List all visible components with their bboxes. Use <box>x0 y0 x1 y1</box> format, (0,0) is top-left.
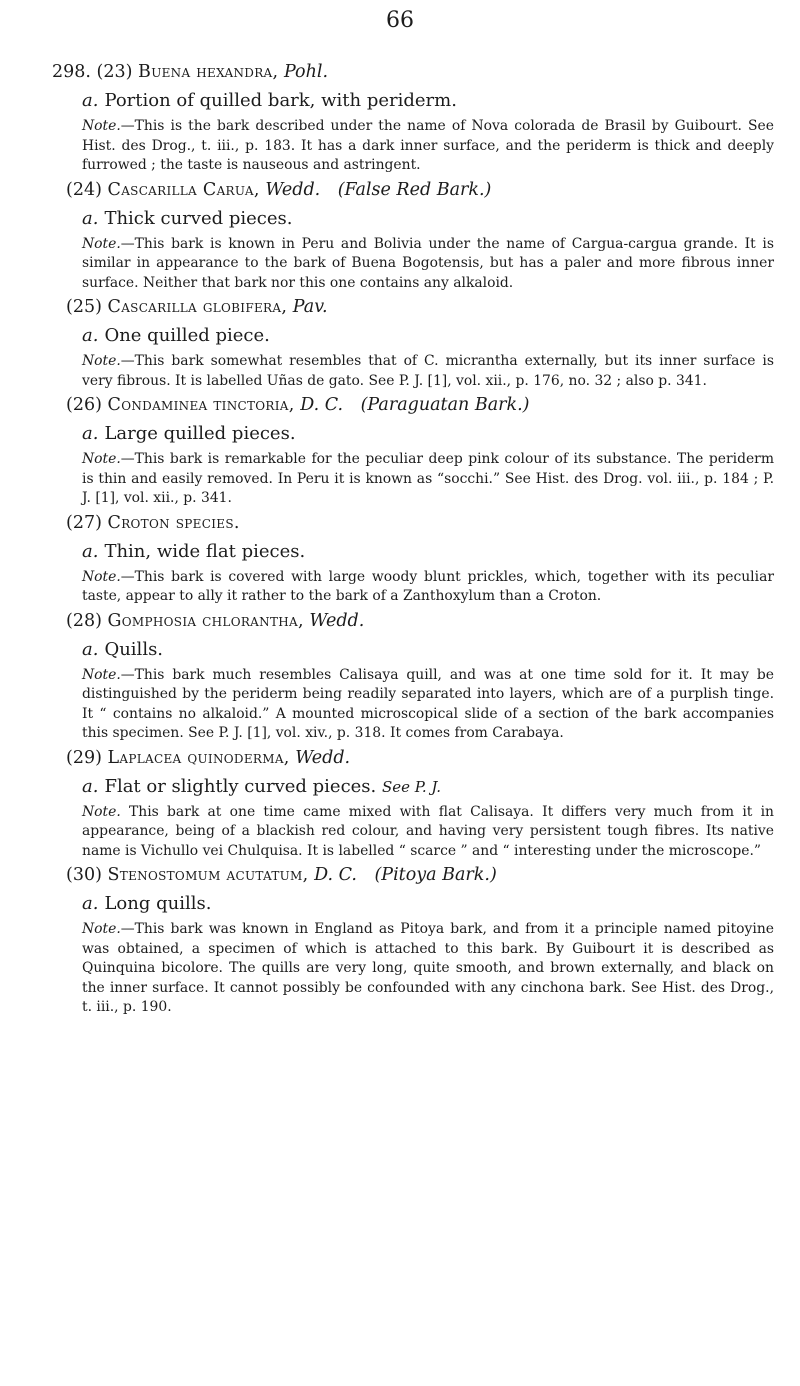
species-authority: Pohl. <box>283 62 329 82</box>
entry-heading <box>66 747 774 769</box>
species-name: Laplacea quinoderma, <box>107 747 290 768</box>
entry-heading <box>66 610 774 632</box>
entry-number: 298. (23) <box>52 62 133 82</box>
species-authority: Wedd. <box>295 747 351 768</box>
catalogue-entry <box>52 394 774 509</box>
entry-number: (25) <box>66 297 102 317</box>
species-authority: Pav. <box>292 297 328 317</box>
item-description: Quills. <box>104 638 164 660</box>
specimen-item <box>82 324 774 348</box>
note-label: Note. <box>82 921 121 937</box>
catalogue-entries <box>52 58 774 1018</box>
species-name: Croton species. <box>107 512 240 533</box>
specimen-item <box>82 89 774 113</box>
item-letter: a. <box>82 207 99 229</box>
specimen-item <box>82 638 774 662</box>
entry-heading <box>66 296 774 318</box>
item-description: Thin, wide flat pieces. <box>104 540 306 562</box>
specimen-item <box>82 540 774 564</box>
entry-number: (30) <box>66 865 102 885</box>
note-text: —This is the bark described under the name of Nova colorada de Brasil by Guibourt. See Hist. des Drog., t. iii., p. 183. It has a dark inner surface, and the periderm is thick and deeply furrowed ; the taste is nauseous and astringent. <box>82 118 774 173</box>
note-text: —This bark much resembles Calisaya quill, and was at one time sold for it. It may be distinguished by the periderm being readily separated into layers, which are of a purplish tinge. It “ contains no alkaloid.” A mounted microscopical slide of a section of the bark accompanies this specimen. See P. J. [1], vol. xiv., p. 318. It comes from Carabaya. <box>82 666 774 741</box>
note-label: Note. <box>82 568 121 585</box>
specimen-item <box>82 775 774 799</box>
item-description: Long quills. <box>104 893 212 914</box>
entry-heading <box>66 179 774 201</box>
species-name: Buena hexandra, <box>138 62 279 82</box>
entry-heading <box>66 394 774 416</box>
note-label: Note. <box>82 235 121 252</box>
catalogue-entry <box>52 61 774 176</box>
specimen-note <box>82 450 774 509</box>
species-authority: Wedd. <box>309 610 365 631</box>
species-authority: D. C. <box>314 865 357 885</box>
item-description: One quilled piece. <box>104 325 270 346</box>
catalogue-entry <box>52 747 774 862</box>
item-letter: a. <box>82 540 99 562</box>
species-name: Stenostomum acutatum, <box>107 865 309 885</box>
species-name: Gomphosia chlorantha, <box>107 610 304 631</box>
specimen-note <box>82 352 774 391</box>
entry-heading <box>66 864 774 886</box>
item-description: Thick curved pieces. <box>104 207 293 229</box>
specimen-item <box>82 422 774 446</box>
note-label: Note. <box>82 353 121 369</box>
note-label: Note. <box>82 803 121 820</box>
catalogue-entry <box>52 296 774 391</box>
page-number: 66 <box>386 8 414 33</box>
entry-heading <box>66 512 774 534</box>
entry-number: (27) <box>66 512 102 533</box>
specimen-note <box>82 803 774 862</box>
note-text: —This bark was known in England as Pitoya bark, and from it a principle named pitoyine was obtained, a specimen of which is attached to this bark. By Guibourt it is described as Quinquina bicolore. The quills are very long, quite smooth, and brown externally, and black on the inner surface. It cannot possibly be confounded with any cinchona bark. See Hist. des Drog., t. iii., p. 190. <box>82 921 774 1015</box>
note-text: This bark at one time came mixed with flat Calisaya. It differs very much from it in appearance, being of a blackish red colour, and having very persistent tough fibres. Its native name is Vichullo vei Chulquisa. It is labelled “ scarce ” and “ interesting under the microscope.” <box>82 803 774 859</box>
entry-number: (28) <box>66 610 102 631</box>
species-name: Condaminea tinctoria, <box>107 395 295 415</box>
species-authority: D. C. <box>300 395 344 415</box>
item-letter: a. <box>82 893 99 914</box>
note-text: —This bark is covered with large woody blunt prickles, which, together with its peculiar taste, appear to ally it rather to the bark of a Zanthoxylum than a Croton. <box>82 568 774 604</box>
catalogue-entry <box>52 610 774 744</box>
specimen-item <box>82 892 774 916</box>
catalogue-entry <box>52 512 774 607</box>
note-label: Note. <box>82 118 121 134</box>
note-label: Note. <box>82 666 121 683</box>
note-label: Note. <box>82 451 121 467</box>
item-reference: See P. J. <box>382 777 442 796</box>
specimen-note <box>82 235 774 294</box>
entry-heading <box>52 61 774 83</box>
item-letter: a. <box>82 775 99 797</box>
item-letter: a. <box>82 423 99 444</box>
item-description: Portion of quilled bark, with periderm. <box>104 90 457 111</box>
species-name: Cascarilla globifera, <box>107 297 288 317</box>
common-name: (Pitoya Bark.) <box>374 865 497 885</box>
note-text: —This bark is remarkable for the peculiar deep pink colour of its substance. The periderm is thin and easily removed. In Peru it is known as “socchi.” See Hist. des Drog. vol. iii., p. 184 ; P. J. [1], vol. xii., p. 341. <box>82 451 774 506</box>
catalogue-entry <box>52 864 774 1018</box>
specimen-note <box>82 568 774 607</box>
species-name: Cascarilla Carua, <box>107 179 260 200</box>
entry-number: (29) <box>66 747 102 768</box>
item-letter: a. <box>82 90 99 111</box>
item-letter: a. <box>82 325 99 346</box>
species-authority: Wedd. <box>265 179 321 200</box>
specimen-item <box>82 207 774 231</box>
item-description: Large quilled pieces. <box>104 423 296 444</box>
item-description: Flat or slightly curved pieces. <box>104 775 377 797</box>
entry-number: (26) <box>66 395 102 415</box>
item-letter: a. <box>82 638 99 660</box>
catalogue-entry <box>52 179 774 294</box>
specimen-note <box>82 920 774 1018</box>
note-text: —This bark is known in Peru and Bolivia under the name of Cargua-cargua grande. It is similar in appearance to the bark of Buena Bogotensis, but has a paler and more fibrous inner surface. Neither that bark nor this one contains any alkaloid. <box>82 235 774 291</box>
specimen-note <box>82 666 774 744</box>
note-text: —This bark somewhat resembles that of C. micrantha externally, but its inner surface is very fibrous. It is labelled Uñas de gato. See P. J. [1], vol. xii., p. 176, no. 32 ; also p. 341. <box>82 353 774 389</box>
specimen-note <box>82 117 774 176</box>
common-name: (Paraguatan Bark.) <box>360 395 530 415</box>
common-name: (False Red Bark.) <box>337 179 492 200</box>
entry-number: (24) <box>66 179 102 200</box>
